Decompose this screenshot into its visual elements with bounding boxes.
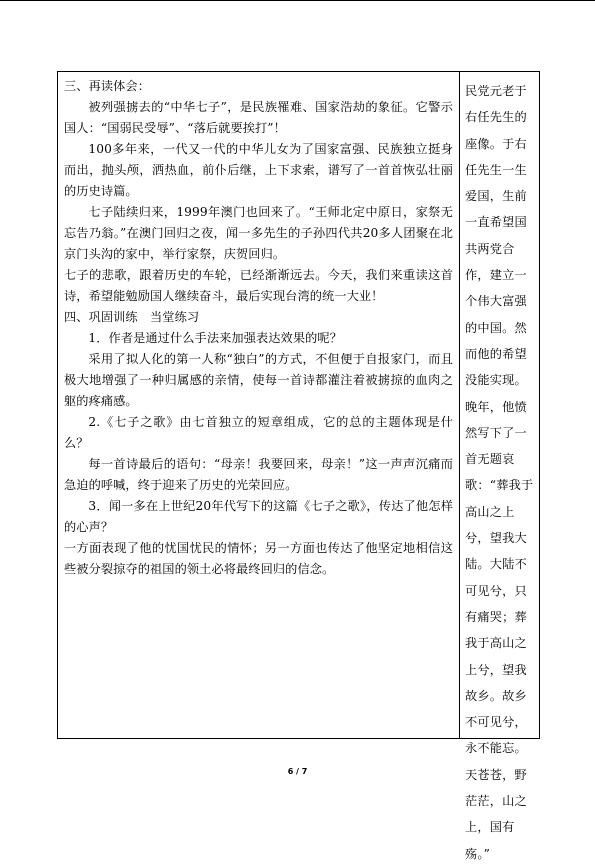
answer-3: 一方面表现了他的忧国忧民的情怀；另一方面也传达了他坚定地相信这些被分裂掠夺的祖国的领土必将最终回归的信念。: [64, 541, 453, 576]
main-content-cell: [58, 72, 460, 738]
side-note-text: 民党元老于右任先生的座像。于右任先生一生爱国，生前一直希望国共两党合作，建立一个伟大富强的中国。然而他的希望没能实现。晚年，他愤然写下了一首无题哀歌：“葬我于高山之上兮，望我大陆。大陆不可见兮，只有痛哭；葬我于高山之上兮，望我故乡。故乡不可见兮，永不能忘。天苍苍，野茫茫，山之上，国有殇。”: [465, 84, 534, 861]
question-1: 1．作者是通过什么手法来加强表达效果的呢？: [88, 331, 342, 345]
page-number: 6 / 7: [287, 767, 308, 776]
question-3: 3．闻一多在上世纪20年代写下的这篇《七子之歌》，传达了他怎样的心声？: [64, 499, 453, 534]
section-3-title: 三、再读体会：: [64, 79, 151, 93]
paragraph-1: 被列强掳去的“中华七子”，是民族罹难、国家浩劫的象征。它警示国人：“国弱民受辱”、“落后就要挨打”！: [64, 100, 453, 135]
question-2: 2.《七子之歌》由七首独立的短章组成，它的总的主题体现是什么？: [64, 415, 453, 450]
paragraph-2: 100多年来，一代又一代的中华儿女为了国家富强、民族独立挺身而出，抛头颅，洒热血，前仆后继，上下求索，谱写了一首首恢弘壮丽的历史诗篇。: [64, 142, 453, 198]
side-note-cell: [460, 72, 539, 861]
paragraph-3: 七子陆续归来，1999年澳门也回来了。“王师北定中原日，家祭无忘告乃翁。”在澳门回归之夜，闻一多先生的子孙四代共20多人团聚在北京门头沟的家中，举行家祭，庆贺回归。: [64, 205, 453, 261]
answer-2: 每一首诗最后的语句：“母亲！我要回来，母亲！”这一声声沉痛而急迫的呼喊，终于迎来了历史的光荣回应。: [64, 457, 453, 492]
header-rule: [0, 0, 595, 1]
answer-1: 采用了拟人化的第一人称“独白”的方式，不但便于自报家门，而且极大地增强了一种归属感的亲情，使每一首诗都灌注着被掳掠的血肉之躯的疼痛感。: [64, 352, 453, 408]
paragraph-4: 七子的悲歌，跟着历史的车轮，已经渐渐远去。今天，我们来重读这首诗，希望能勉励国人继续奋斗，最后实现台湾的统一大业！: [64, 268, 453, 303]
section-4-title: 四、巩固训练 当堂练习: [64, 310, 200, 324]
